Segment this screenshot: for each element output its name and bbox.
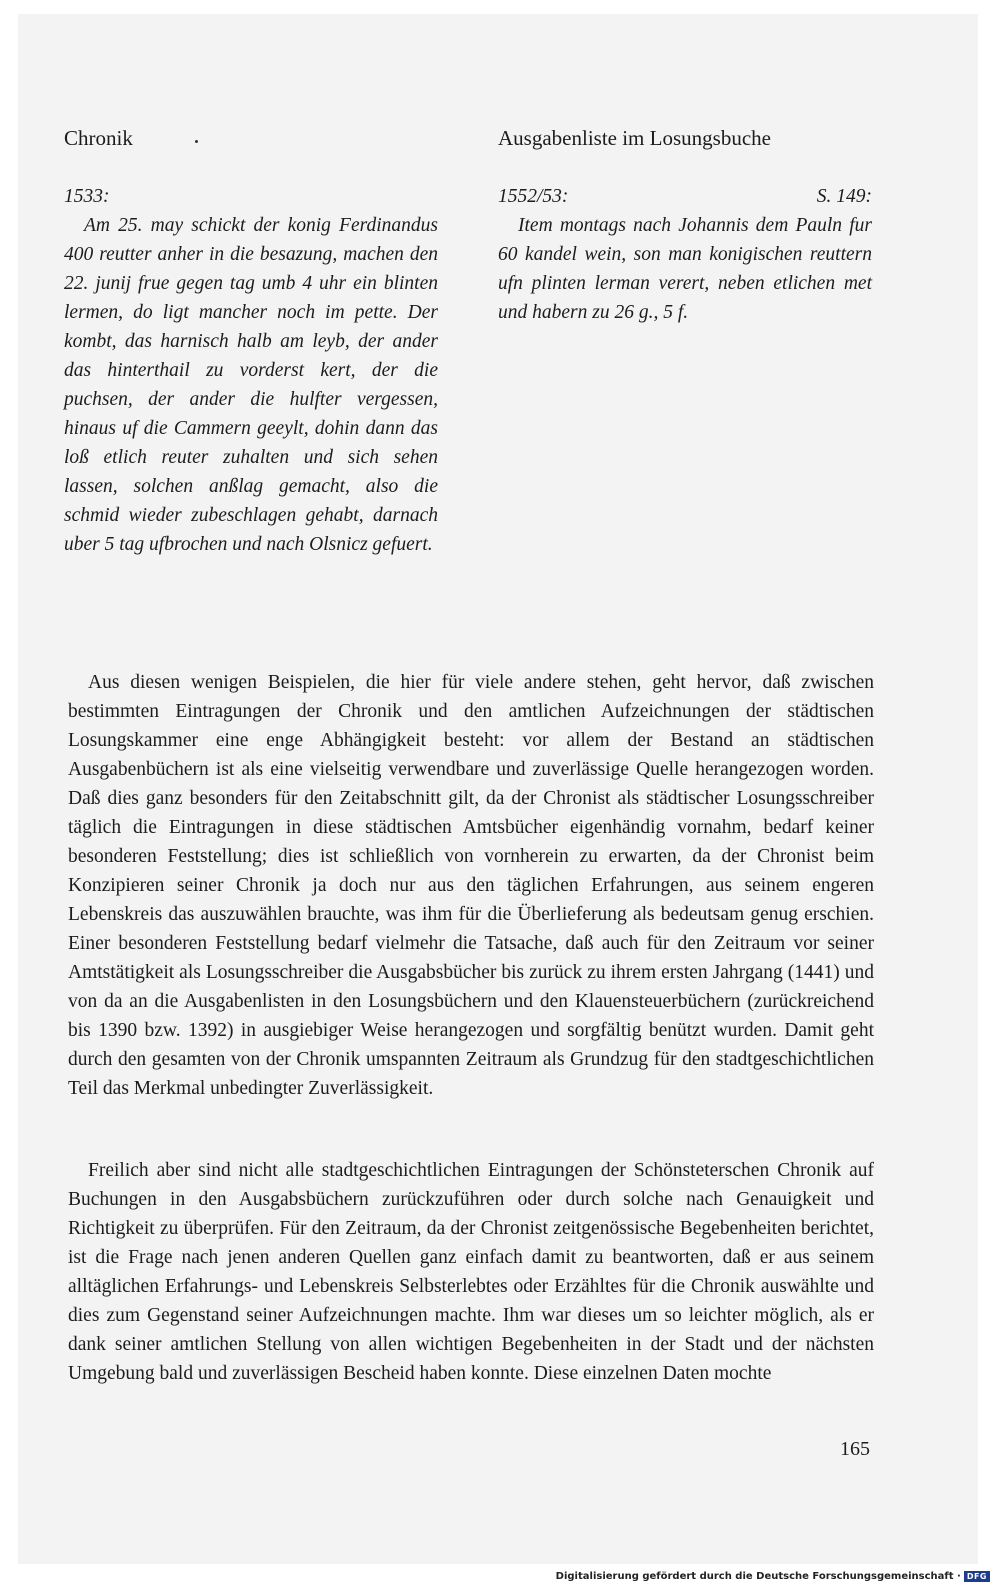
paragraph-text: Freilich aber sind nicht alle stadtgeschichtlichen Eintragungen der Schönsteterschen Chronik auf Buchungen in den Ausgabsbüchern zurückzuführen oder durch solche nach Genauigkeit und Richtigkeit zu überprüfen. Für den Zeitraum, da der Chronist zeitgenössische Begebenheiten berichtet, ist die Frage nach jenen anderen Quellen ganz einfach damit zu beantworten, daß er aus seinem alltäglichen Erfahrungs- und Lebenskreis Selbsterlebtes oder Erzähltes für die Chronik auswählte und dies zum Gegenstand seiner Aufzeichnungen machte. Ihm war dieses um so leichter möglich, als er dank seiner amtlichen Stellung von allen wichtigen Begebenheiten in der Stadt und der nächsten Umgebung bald und zuverlässigen Bescheid haben konnte. Diese einzelnen Daten mochte — [68, 1160, 874, 1384]
chronicle-column — [64, 182, 438, 559]
footer-text: Digitalisierung gefördert durch die Deutsche Forschungsgemeinschaft · — [555, 1571, 961, 1582]
paragraph-text: Aus diesen wenigen Beispielen, die hier für viele andere stehen, geht hervor, daß zwischen bestimmten Eintragungen der Chronik und den amtlichen Aufzeichnungen der städtischen Losungskammer eine enge Abhängigkeit besteht: vor allem der Bestand an städtischen Ausgabenbüchern ist als eine vielseitig verwendbare und zuverlässige Quelle herangezogen worden. Daß dies ganz besonders für den Zeitabschnitt gilt, da der Chronist als städtischer Losungsschreiber täglich die Eintragungen in diese städtischen Amtsbücher eigenhändig vornahm, bedarf keiner besonderen Feststellung; dies ist schließlich von vornherein zu erwarten, da der Chronist beim Konzipieren seiner Chronik ja doch nur aus den täglichen Erfahrungen, aus seinem engeren Lebenskreis das auszuwählen brauchte, was ihm für die Überlieferung als bedeutsam genug erschien. Einer besonderen Feststellung bedarf vielmehr die Tatsache, daß auch für den Zeitraum vor seiner Amtstätigkeit als Losungsschreiber die Ausgabsbücher bis zurück zu ihrem ersten Jahrgang (1441) und von da an die Ausgabenlisten in den Losungsbüchern und den Klauensteuerbüchern (zurückreichend bis 1390 bzw. 1392) in ausgiebiger Weise herangezogen und sorgfältig benützt wurden. Damit geht durch den gesamten von der Chronik umspannten Zeitraum als Grundzug für den stadtgeschichtlichen Teil das Merkmal unbedingter Zuverlässigkeit. — [68, 672, 874, 1099]
body-paragraph-1 — [68, 668, 874, 1103]
expense-entry: Item montags nach Johannis dem Pauln fur 60 kandel wein, son man konigischen reuttern ufn plinten lerman verert, neben etlichen met und habern zu 26 g., 5 f. — [498, 215, 872, 323]
right-column-heading: Ausgabenliste im Losungsbuche — [498, 126, 771, 150]
scan-speck — [195, 140, 198, 143]
chronicle-year: 1533: — [64, 186, 110, 207]
page-number: 165 — [840, 1438, 870, 1460]
dfg-logo: DFG — [964, 1571, 990, 1582]
left-column-heading: Chronik — [64, 126, 133, 150]
body-paragraph-2 — [68, 1156, 874, 1388]
chronicle-entry: Am 25. may schickt der konig Ferdinandus 400 reutter anher in die besazung, machen den 22. junij frue gegen tag umb 4 uhr ein blinten lermen, do ligt mancher noch im pette. Der kombt, das harnisch halb am leyb, der ander das hinterthail zu vorderst kert, der die puchsen, der ander die hulfter vergessen, hinaus uf die Cammern geeylt, dohin dann das loß etlich reuter zuhalten und sich sehen lassen, solchen anßlag gemacht, also die schmid wieder zubeschlagen gehabt, darnach uber 5 tag ufbrochen und nach Olsnicz gefuert. — [64, 215, 438, 555]
digitization-footer — [556, 1571, 990, 1582]
expense-list-column — [498, 182, 872, 327]
expense-year: 1552/53: — [498, 186, 569, 207]
expense-page-ref: S. 149: — [816, 186, 872, 207]
